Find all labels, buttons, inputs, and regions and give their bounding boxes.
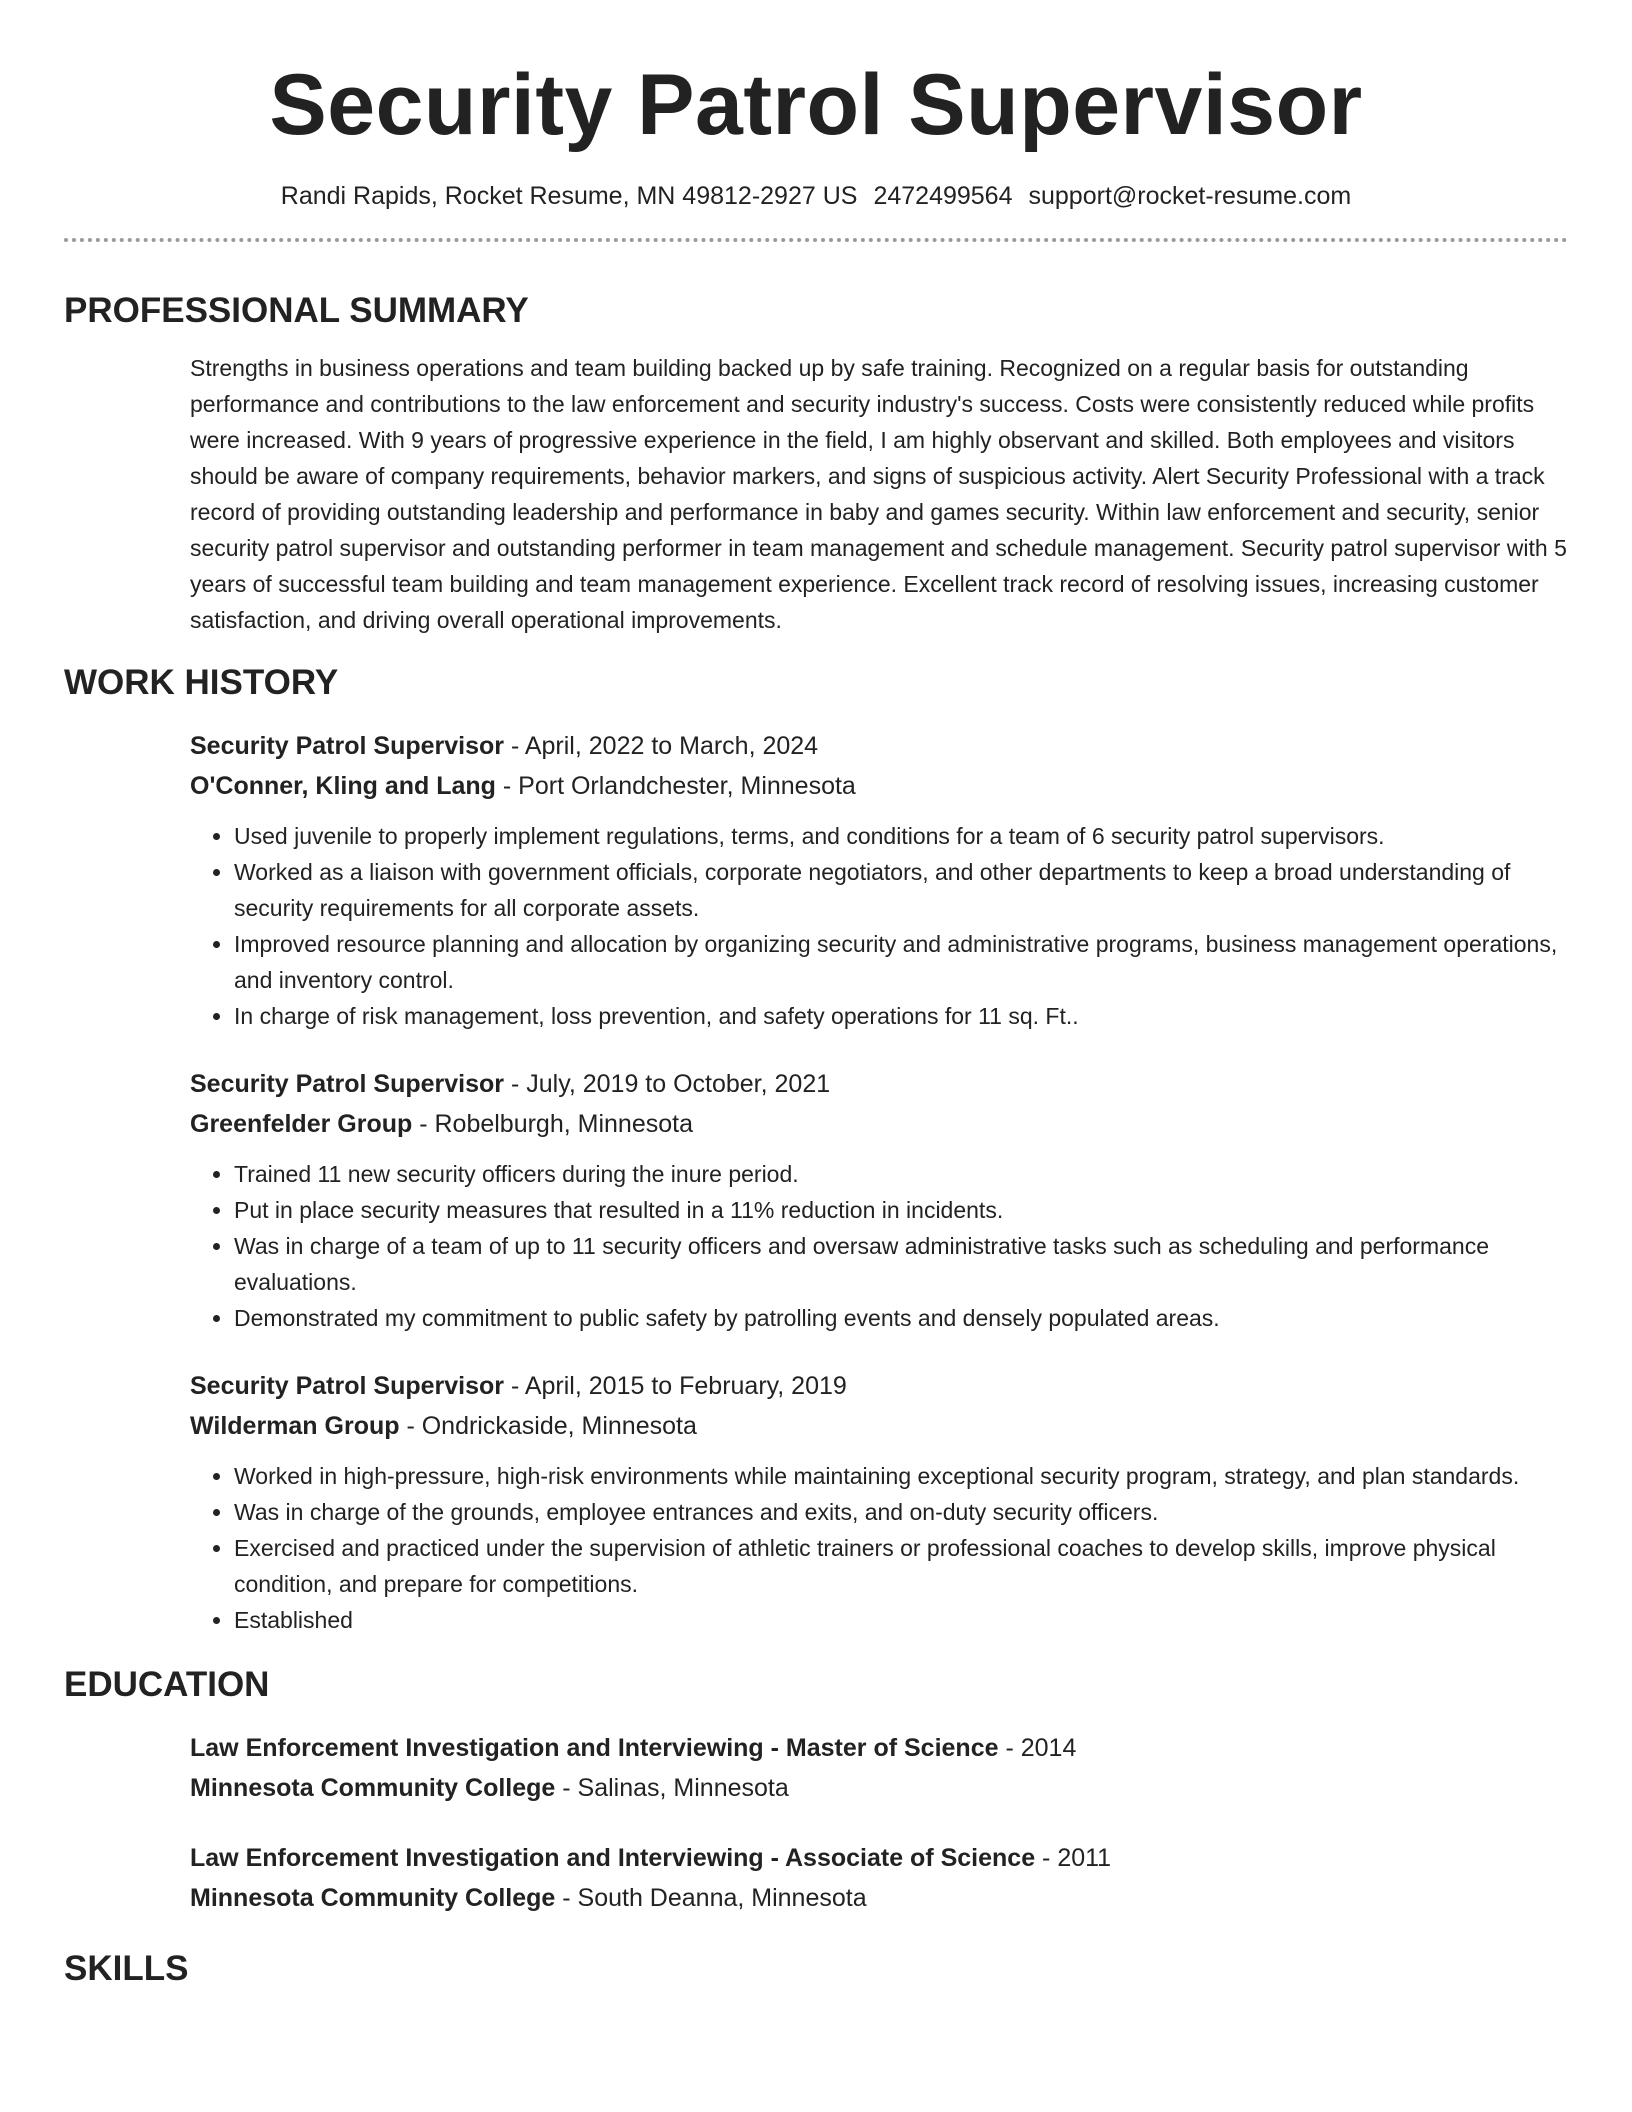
job-bullet: • Worked in high-pressure, high-risk environments while maintaining exceptional security program, strategy, and plan standards.	[234, 1458, 1568, 1494]
job-company-line	[190, 1406, 1568, 1446]
job-title-line	[190, 1366, 1568, 1406]
education-location: - Salinas, Minnesota	[555, 1774, 789, 1802]
contact-email: support@rocket-resume.com	[1028, 182, 1352, 210]
job-dates: - July, 2019 to October, 2021	[504, 1070, 831, 1098]
job-bullet: • Put in place security measures that resulted in a 11% reduction in incidents.	[234, 1192, 1568, 1228]
job-role: Security Patrol Supervisor	[190, 732, 505, 760]
section-title-work-history: WORK HISTORY	[64, 663, 339, 702]
contact-phone: 2472499564	[873, 182, 1013, 210]
education-school: Minnesota Community College	[190, 1774, 556, 1802]
job-company-line	[190, 766, 1568, 806]
job-bullet: • Demonstrated my commitment to public safety by patrolling events and densely populated areas.	[234, 1300, 1568, 1336]
job-bullet: • Trained 11 new security officers during the inure period.	[234, 1156, 1568, 1192]
job-bullet: • Was in charge of the grounds, employee entrances and exits, and on-duty security officers.	[234, 1494, 1568, 1530]
education-degree-line	[190, 1838, 1568, 1878]
job-dates: - April, 2022 to March, 2024	[504, 732, 819, 760]
job-location: - Ondrickaside, Minnesota	[399, 1412, 697, 1440]
job-role: Security Patrol Supervisor	[190, 1070, 505, 1098]
job-bullets	[190, 818, 1568, 1034]
job-company: O'Conner, Kling and Lang	[190, 772, 496, 800]
job-company: Wilderman Group	[190, 1412, 400, 1440]
section-title-summary: PROFESSIONAL SUMMARY	[64, 291, 529, 330]
job-bullets	[190, 1458, 1568, 1638]
header-divider	[64, 238, 1568, 242]
job-entry	[190, 726, 1568, 1034]
job-bullet: • In charge of risk management, loss prevention, and safety operations for 11 sq. Ft..	[234, 998, 1568, 1034]
education-school-line	[190, 1768, 1568, 1808]
education-entry	[190, 1728, 1568, 1808]
contact-line	[64, 180, 1568, 212]
education-year: - 2011	[1035, 1844, 1112, 1872]
resume-name: Security Patrol Supervisor	[269, 57, 1363, 153]
job-bullet: • Was in charge of a team of up to 11 security officers and oversaw administrative tasks such as scheduling and performance evaluations.	[234, 1228, 1568, 1300]
education-degree: Law Enforcement Investigation and Interviewing - Associate of Science	[190, 1844, 1036, 1872]
section-title-education: EDUCATION	[64, 1665, 270, 1704]
job-company-line	[190, 1104, 1568, 1144]
job-bullet: • Established	[234, 1602, 1568, 1638]
job-location: - Robelburgh, Minnesota	[412, 1110, 693, 1138]
education-year: - 2014	[998, 1734, 1077, 1762]
education-degree-line	[190, 1728, 1568, 1768]
job-bullet: • Improved resource planning and allocation by organizing security and administrative programs, business management operations, and inventory control.	[234, 926, 1568, 998]
education-location: - South Deanna, Minnesota	[555, 1884, 867, 1912]
education-entry	[190, 1838, 1568, 1918]
job-bullet: • Used juvenile to properly implement regulations, terms, and conditions for a team of 6 security patrol supervisors.	[234, 818, 1568, 854]
section-title-skills: SKILLS	[64, 1949, 189, 1988]
job-title-line	[190, 1064, 1568, 1104]
job-title-line	[190, 726, 1568, 766]
job-bullets	[190, 1156, 1568, 1336]
job-bullet: • Worked as a liaison with government officials, corporate negotiators, and other departments to keep a broad understanding of security requirements for all corporate assets.	[234, 854, 1568, 926]
job-company: Greenfelder Group	[190, 1110, 413, 1138]
education-school-line	[190, 1878, 1568, 1918]
resume-page	[64, 0, 1568, 1990]
job-dates: - April, 2015 to February, 2019	[504, 1372, 847, 1400]
job-role: Security Patrol Supervisor	[190, 1372, 505, 1400]
job-entry	[190, 1064, 1568, 1336]
education-degree: Law Enforcement Investigation and Interviewing - Master of Science	[190, 1734, 999, 1762]
job-location: - Port Orlandchester, Minnesota	[495, 772, 856, 800]
education-school: Minnesota Community College	[190, 1884, 556, 1912]
contact-address: Randi Rapids, Rocket Resume, MN 49812-2927 US	[280, 182, 858, 210]
summary-text: Strengths in business operations and team building backed up by safe training. Recognized on a regular basis for outstanding performance and contributions to the law enforcement and security industry's success. Costs were consistently reduced while profits were increased. With 9 years of progressive experience in the field, I am highly observant and skilled. Both employees and visitors should be aware of company requirements, behavior markers, and signs of suspicious activity. Alert Security Professional with a track record of providing outstanding leadership and performance in baby and games security. Within law enforcement and security, senior security patrol supervisor and outstanding performer in team management and schedule management. Security patrol supervisor with 5 years of successful team building and team management experience. Excellent track record of resolving issues, increasing customer satisfaction, and driving overall operational improvements.	[190, 355, 1567, 633]
job-bullet: • Exercised and practiced under the supervision of athletic trainers or professional coaches to develop skills, improve physical condition, and prepare for competitions.	[234, 1530, 1568, 1602]
job-entry	[190, 1366, 1568, 1638]
